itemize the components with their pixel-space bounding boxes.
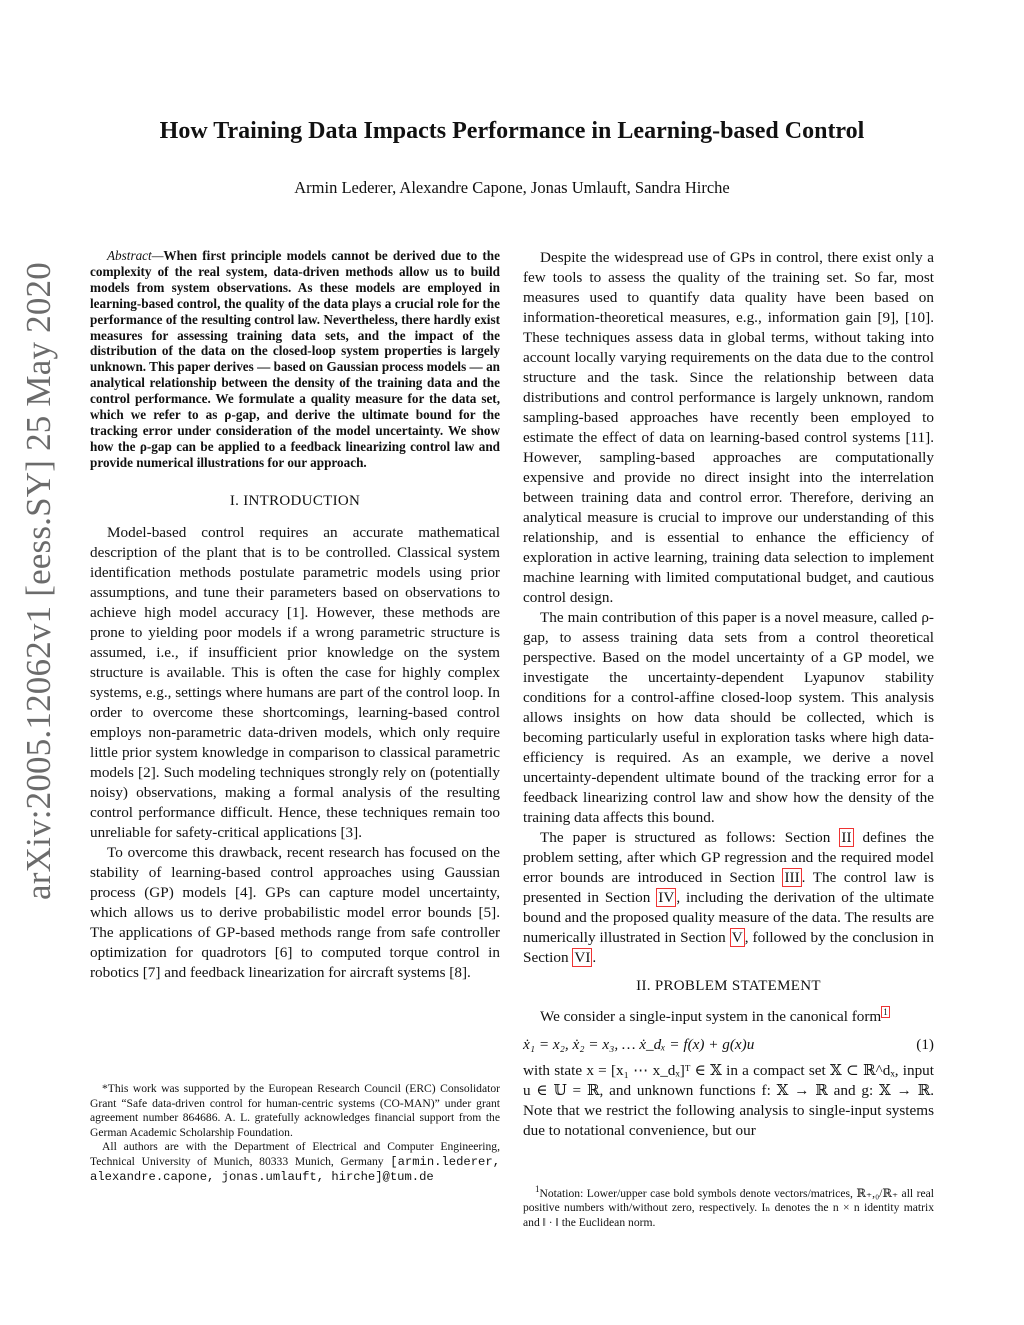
- section-heading-introduction: I. INTRODUCTION: [229, 492, 361, 509]
- intro-paragraph-2: To overcome this drawback, recent research has focused on the stability of learning-based control approaches using Gaussian process (GP) models [4]. GPs can capture model uncertainty, which allows us to derive probabilistic model error bounds [5]. The applications of GP-based methods range from safe controller optimization for quadrotors [6] to computed torque control in robotics [7] and feedback linearization for aircraft systems [8].: [90, 843, 500, 981]
- p4-text: We consider a single-input system in the canonical form: [540, 1008, 882, 1026]
- intro-paragraph-1: Model-based control requires an accurate mathematical description of the plant that is to be controlled. Classical system identification methods postulate parametric models using prior assumptions, and tune their parameters based on observations to achieve high model accuracy [1]. However, these methods are prone to yielding poor models if a wrong parametric structure is assumed, i.e., if insufficient prior knowledge on the system structure is available. This is often the case for highly complex systems, e.g., settings where humans are part of the control loop. In order to overcome these shortcomings, learning-based control employs non-parametric data-driven models, which only require little prior system knowledge in comparison to classical parametric models [2]. Such modeling techniques strongly rely on (potentially noisy) observations, making a formal analysis of the resulting control performance difficult. Hence, these techniques remain too unreliable for safety-critical applications [3].: [90, 523, 500, 841]
- p3-text-d: , including the derivation of the ultimate bound and the proposed quality measure of the data. The results are numerically illustrated in Section: [523, 889, 935, 946]
- notation-footnote: [523, 1182, 934, 1231]
- p3-text-b: defines the problem setting, after which GP regression and the required model error bounds are introduced in Section: [523, 829, 935, 886]
- author-emails: [armin.lederer, alexandre.capone, jonas.umlauft, hirche]@tum.de: [90, 1154, 501, 1184]
- funding-footnote: *This work was supported by the European Research Council (ERC) Consolidator Grant “Safe data-driven control for human-centric systems (CO-MAN)” under grant agreement number 864686. A. L. gratefully acknowledges financial support from the German Academic Scholarship Foundation.: [90, 1082, 500, 1139]
- right-column: [523, 248, 934, 1141]
- abstract-lead: Abstract—: [107, 248, 164, 263]
- section-link-ii[interactable]: II: [841, 829, 852, 846]
- right-footnote: [523, 1182, 934, 1231]
- right-paragraph-1: Despite the widespread use of GPs in control, there exist only a few tools to assess the quality of the training set. So far, most measures used to quantify data quality have been based on information-theoretical measures, e.g., information gain [9], [10]. These techniques assess data in global terms, without taking into account locally varying requirements on the data due to the control structure and the task. Since the relationship between data distributions and control performance is largely unknown, random sampling-based approaches have recently been employed to estimate the effect of data on learning-based control systems [11]. However, sampling-based approaches are computationally expensive and provide no direct insight into the interrelation between training data and control error. Therefore, deriving an analytical measure is crucial to improve our understanding of this relationship, and is essential to enhance the efficiency of exploration in active learning, training data selection to implement machine learning with limited computational budget, and cautious control design.: [523, 249, 934, 606]
- right-paragraph-2: The main contribution of this paper is a novel measure, called ρ-gap, to assess training data sets from a control theoretical perspective. Based on the model uncertainty of a GP model, we investigate the uncertainty-dependent Lyapunov stability conditions for a control-affine closed-loop system. This analysis allows insights on how data should be collected, which is becoming particularly useful in exploration tasks where high data-efficiency is required. As an example, we derive a novel uncertainty-dependent ultimate bound of the tracking error for a feedback linearizing control law and show how the density of the training data affects this bound.: [523, 609, 934, 826]
- abstract-text: When first principle models cannot be derived due to the complexity of the real system, data-driven methods allow us to build models from system observations. As these models are employed in learning-based control, the quality of the data plays a crucial role for the performance of the resulting control law. Nevertheless, there hardly exist measures for assessing training data sets, and the impact of the distribution of the data on the closed-loop system properties is largely unknown. This paper derives — based on Gaussian process models — an analytical relationship between the density of the training data and the control performance. We formulate a quality measure for the data set, which we refer to as ρ-gap, and derive the ultimate bound for the tracking error under consideration of the model uncertainty. We show how the ρ-gap can be applied to a feedback linearizing control law and provide numerical illustrations for our approach.: [90, 248, 500, 470]
- equation-number: (1): [916, 1036, 934, 1054]
- p3-text-c: . The control law is presented in Section: [523, 869, 934, 906]
- p3-text-a: The paper is structured as follows: Section: [540, 829, 840, 846]
- equation-1: [523, 1035, 934, 1055]
- section-link-vi[interactable]: VI: [574, 949, 591, 966]
- p3-text-f: .: [592, 949, 597, 966]
- affiliation-footnote: [90, 1140, 500, 1184]
- paper-title: How Training Data Impacts Performance in Learning-based Control: [159, 118, 865, 144]
- left-column: [90, 248, 500, 983]
- footnote-link-1[interactable]: 1: [883, 1007, 888, 1017]
- section-link-iv[interactable]: IV: [658, 889, 675, 906]
- right-paragraph-5: with state x = [x₁ ⋯ x_dₓ]ᵀ ∈ 𝕏 in a compact set 𝕏 ⊂ ℝ^dₓ, input u ∈ 𝕌 = ℝ, and unknown functions f: 𝕏 → ℝ and g: 𝕏 → ℝ. Note that we restrict the following analysis to single-input systems due to notational convenience, but our: [523, 1062, 934, 1140]
- right-paragraph-3: [523, 828, 934, 968]
- section-link-iii[interactable]: III: [784, 869, 800, 886]
- right-paragraph-4: [523, 1002, 934, 1027]
- author-list: Armin Lederer, Alexandre Capone, Jonas Umlauft, Sandra Hirche: [294, 178, 730, 197]
- p3-text-e: , followed by the conclusion in Section: [523, 929, 934, 966]
- footnote-mark: 1: [535, 1184, 540, 1194]
- section-heading-problem-statement: II. PROBLEM STATEMENT: [636, 978, 821, 994]
- equation-body: ẋ₁ = x₂, ẋ₂ = x₃, … ẋ_dₓ = f(x) + g(x)u: [523, 1036, 755, 1054]
- abstract: [90, 248, 500, 471]
- affiliation-text: All authors are with the Department of Electrical and Computer Engineering, Technical University of Munich, 80333 Munich, Germany: [90, 1140, 500, 1168]
- section-link-v[interactable]: V: [731, 929, 743, 946]
- notation-text: Notation: Lower/upper case bold symbols denote vectors/matrices, ℝ₊,₀/ℝ₊ all real positive numbers with/without zero, respectively. Iₙ denotes the n × n identity matrix and ‖ · ‖ the Euclidean norm.: [523, 1186, 934, 1230]
- left-footnotes: [90, 1082, 500, 1184]
- arxiv-identifier: arXiv:2005.12062v1 [eess.SY] 25 May 2020: [19, 262, 58, 900]
